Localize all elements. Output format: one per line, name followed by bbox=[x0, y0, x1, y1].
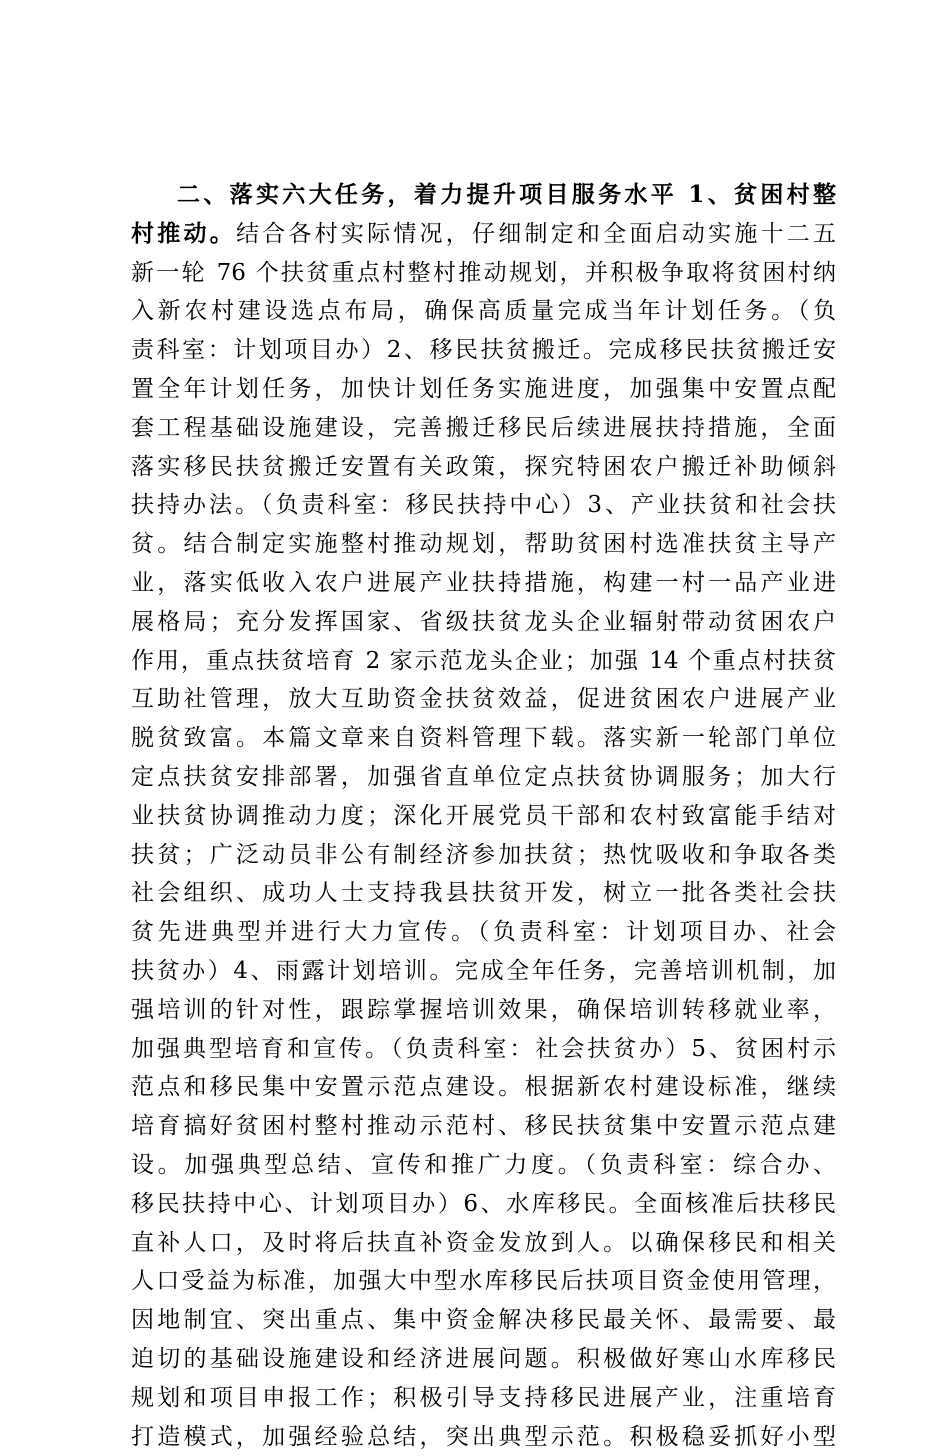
paragraph-text: 脱贫致富。本篇文章来自资料管理下载。落实新一轮部门单位 bbox=[131, 725, 836, 751]
paragraph-text: 规划和项目申报工作；积极引导支持移民进展产业，注重培育 bbox=[131, 1385, 836, 1411]
text-line bbox=[131, 1340, 836, 1379]
paragraph-text: 互助社管理，放大互助资金扶贫效益，促进贫困农户进展产业 bbox=[131, 686, 836, 712]
text-line bbox=[131, 874, 836, 913]
text-line bbox=[131, 1379, 836, 1418]
paragraph-text: 打造模式，加强经验总结，突出典型示范。积极稳妥抓好小型 bbox=[131, 1424, 836, 1450]
text-line bbox=[131, 486, 836, 525]
paragraph-text: 新一轮 76 个扶贫重点村整村推动规划，并积极争取将贫困村纳 bbox=[131, 260, 836, 286]
text-line bbox=[131, 409, 836, 448]
text-line bbox=[131, 1185, 836, 1224]
bold-heading-text: 村推动。 bbox=[131, 220, 236, 247]
paragraph-text: 套工程基础设施建设，完善搬迁移民后续进展扶持措施，全面 bbox=[131, 415, 836, 441]
paragraph-text: 责科室：计划项目办）2、移民扶贫搬迁。完成移民扶贫搬迁安 bbox=[131, 337, 836, 363]
text-line bbox=[131, 913, 836, 952]
text-line bbox=[131, 292, 836, 331]
paragraph-text: 加强典型培育和宣传。（负责科室：社会扶贫办）5、贫困村示 bbox=[131, 1036, 836, 1062]
text-line bbox=[131, 680, 836, 719]
paragraph-text: 定点扶贫安排部署，加强省直单位定点扶贫协调服务；加大行 bbox=[131, 764, 836, 790]
paragraph-text: 培育搞好贫困村整村推动示范村、移民扶贫集中安置示范点建 bbox=[131, 1113, 836, 1139]
paragraph-text: 业扶贫协调推动力度；深化开展党员干部和农村致富能手结对 bbox=[131, 803, 836, 829]
paragraph-text: 直补人口，及时将后扶直补资金发放到人。以确保移民和相关 bbox=[131, 1230, 836, 1256]
text-line bbox=[131, 1030, 836, 1069]
paragraph-text: 迫切的基础设施建设和经济进展问题。积极做好寒山水库移民 bbox=[131, 1346, 836, 1372]
text-line bbox=[131, 603, 836, 642]
text-line bbox=[131, 448, 836, 487]
text-line bbox=[131, 797, 836, 836]
paragraph-text: 结合各村实际情况，仔细制定和全面启动实施十二五 bbox=[236, 221, 836, 247]
text-line bbox=[131, 525, 836, 564]
text-line bbox=[131, 758, 836, 797]
text-line bbox=[131, 991, 836, 1030]
paragraph-text: 业，落实低收入农户进展产业扶持措施，构建一村一品产业进 bbox=[131, 570, 836, 596]
paragraph-text: 扶贫办）4、雨露计划培训。完成全年任务，完善培训机制，加 bbox=[131, 958, 836, 984]
paragraph-text: 范点和移民集中安置示范点建设。根据新农村建设标准，继续 bbox=[131, 1074, 836, 1100]
text-line bbox=[131, 331, 836, 370]
text-line bbox=[131, 215, 836, 254]
text-line bbox=[131, 1301, 836, 1340]
text-line bbox=[131, 176, 836, 215]
text-line bbox=[131, 1146, 836, 1185]
text-line bbox=[131, 952, 836, 991]
paragraph-text: 设。加强典型总结、宣传和推广力度。（负责科室：综合办、 bbox=[131, 1152, 836, 1178]
paragraph-text: 作用，重点扶贫培育 2 家示范龙头企业；加强 14 个重点村扶贫 bbox=[131, 648, 836, 674]
paragraph-text: 移民扶持中心、计划项目办）6、水库移民。全面核准后扶移民 bbox=[131, 1191, 836, 1217]
text-line bbox=[131, 1224, 836, 1263]
text-line bbox=[131, 1068, 836, 1107]
text-line bbox=[131, 1107, 836, 1146]
body-text bbox=[131, 176, 836, 1456]
text-line bbox=[131, 564, 836, 603]
paragraph-text: 展格局；充分发挥国家、省级扶贫龙头企业辐射带动贫困农户 bbox=[131, 609, 836, 635]
paragraph-text: 贫先进典型并进行大力宣传。（负责科室：计划项目办、社会 bbox=[131, 919, 836, 945]
text-line bbox=[131, 836, 836, 875]
paragraph-text: 强培训的针对性，跟踪掌握培训效果，确保培训转移就业率， bbox=[131, 997, 836, 1023]
paragraph-text: 人口受益为标准，加强大中型水库移民后扶项目资金使用管理， bbox=[131, 1268, 836, 1294]
text-line bbox=[131, 370, 836, 409]
text-line bbox=[131, 1418, 836, 1456]
text-line bbox=[131, 254, 836, 293]
bold-heading-text: 二、落实六大任务，着力提升项目服务水平 1、贫困村整 bbox=[177, 181, 836, 208]
text-line bbox=[131, 1262, 836, 1301]
paragraph-text: 贫。结合制定实施整村推动规划，帮助贫困村选准扶贫主导产 bbox=[131, 531, 836, 557]
paragraph-text: 置全年计划任务，加快计划任务实施进度，加强集中安置点配 bbox=[131, 376, 836, 402]
paragraph-text: 入新农村建设选点布局，确保高质量完成当年计划任务。（负 bbox=[131, 298, 836, 324]
text-line bbox=[131, 642, 836, 681]
paragraph-text: 扶持办法。（负责科室：移民扶持中心）3、产业扶贫和社会扶 bbox=[131, 492, 836, 518]
paragraph-text: 因地制宜、突出重点、集中资金解决移民最关怀、最需要、最 bbox=[131, 1307, 836, 1333]
paragraph-text: 落实移民扶贫搬迁安置有关政策，探究特困农户搬迁补助倾斜 bbox=[131, 454, 836, 480]
text-line bbox=[131, 719, 836, 758]
paragraph-text: 扶贫；广泛动员非公有制经济参加扶贫；热忱吸收和争取各类 bbox=[131, 842, 836, 868]
paragraph-text: 社会组织、成功人士支持我县扶贫开发，树立一批各类社会扶 bbox=[131, 880, 836, 906]
